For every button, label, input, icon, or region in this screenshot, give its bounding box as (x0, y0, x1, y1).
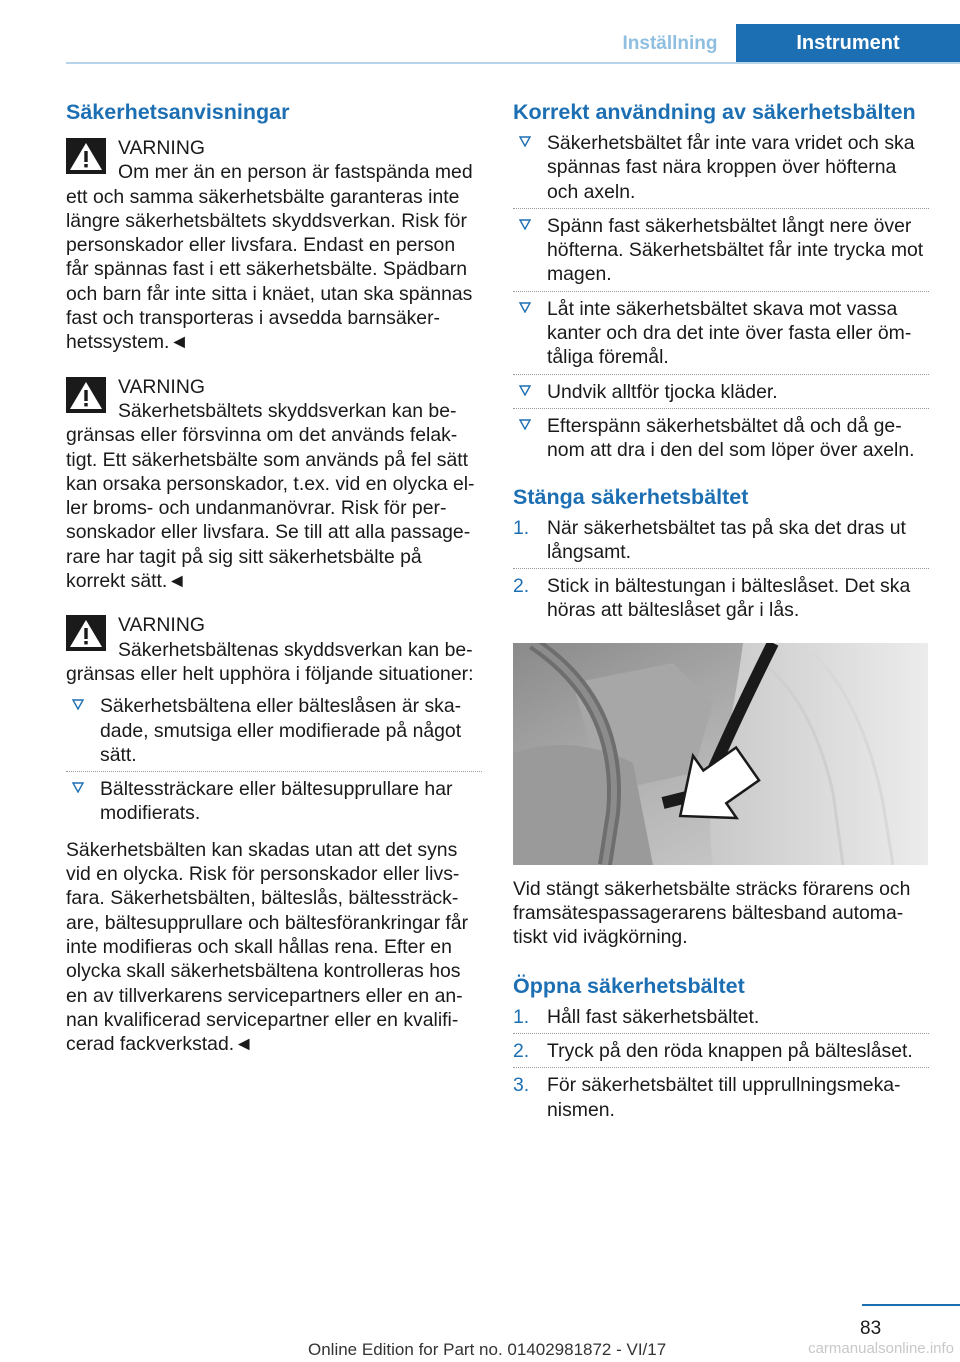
step-text: När säkerhetsbältet tas på ska det dras ut långsamt. (547, 516, 906, 563)
section-heading-safety: Säkerhetsanvisningar (66, 100, 290, 124)
triangle-bullet-icon (72, 698, 84, 710)
list-item-text: Bältessträckare eller bältesupprullare har modifierats. (100, 778, 453, 825)
warning-triangle-icon (66, 138, 106, 174)
seatbelt-photo (513, 643, 928, 865)
warning-block-3 (66, 613, 482, 686)
step-text: Håll fast säkerhetsbältet. (547, 1005, 760, 1028)
list-item (513, 1039, 929, 1063)
list-item (513, 516, 929, 565)
list-item (513, 380, 929, 404)
step-text: För säkerhetsbältet till upprullningsmekanismen. (547, 1074, 901, 1121)
section-heading-close-belt: Stänga säkerhetsbältet (513, 484, 749, 509)
warning-triangle-icon (66, 377, 106, 413)
warning-text: Säkerhetsbältenas skyddsverkan kan begränsas eller helt upphöra i följande situationer: (66, 638, 474, 685)
warning-block-1 (66, 136, 482, 355)
divider (513, 408, 929, 409)
divider (513, 208, 929, 209)
step-number: 2. (513, 1039, 530, 1062)
list-item (513, 1073, 929, 1122)
triangle-bullet-icon (519, 384, 531, 396)
close-belt-steps (513, 516, 929, 623)
step-text: Tryck på den röda knappen på bälteslåset. (547, 1039, 913, 1062)
divider (513, 1067, 929, 1068)
list-item (513, 297, 929, 370)
divider (513, 374, 929, 375)
list-item-text: Efterspänn säkerhetsbältet då och då genom att dra i den del som löper över axeln. (547, 414, 915, 462)
warning-situations-list (66, 694, 482, 825)
step-text: Stick in bältestungan i bälteslåset. Det ska höras att bälteslåset går i lås. (547, 575, 911, 622)
correct-use-list (513, 131, 929, 463)
warning-title: VARNING (118, 137, 205, 159)
list-item (513, 574, 929, 623)
list-item (513, 131, 929, 204)
warning-block-2 (66, 375, 482, 594)
warning-title: VARNING (118, 375, 205, 398)
header-rule (66, 62, 960, 64)
list-item-text: Säkerhetsbältena eller bälteslåsen är skadade, smutsiga eller modifierade på något sätt. (100, 695, 462, 766)
section-heading-correct-use: Korrekt användning av säkerhetsbälten (513, 100, 916, 124)
open-belt-steps (513, 1005, 929, 1122)
divider (513, 568, 929, 569)
edition-text: Online Edition for Part no. 01402981872 - VI/17 (308, 1340, 667, 1359)
warning-title: VARNING (118, 614, 205, 637)
tab-installning[interactable]: Inställning (622, 33, 718, 54)
watermark: carmanualsonline.info (808, 1340, 954, 1357)
photo-caption: Vid stängt säkerhetsbälte sträcks förarens och framsätespassagerarens bältesband automatiskt vid ivägkörning. (513, 877, 911, 949)
right-column (513, 100, 929, 1122)
list-item-text: Undvik alltför tjocka kläder. (547, 380, 778, 403)
left-column (66, 100, 482, 1056)
step-number: 1. (513, 1005, 530, 1028)
triangle-bullet-icon (519, 418, 531, 430)
triangle-bullet-icon (519, 301, 531, 313)
divider (513, 1033, 929, 1034)
tab-instrument[interactable]: Instrument (736, 24, 960, 62)
list-item (513, 214, 929, 287)
footer-rule (862, 1304, 960, 1306)
divider (66, 771, 482, 772)
list-item-text: Säkerhetsbältet får inte vara vridet och ska spännas fast nära kroppen över höfterna och axeln. (547, 132, 915, 203)
closing-paragraph: Säkerhetsbälten kan skadas utan att det syns vid en olycka. Risk för personskador eller livsfara. Säkerhetsbälten, bälteslås, bältessträckare, bältesupprullare och bältesförankringar får inte modifieras och skall hållas rena. Efter en olycka skall säkerhetsbältena kontrolleras hos en av tillverkarens servicepartners eller en annan kvalificerad servicepartner eller en kvalificerad fackverkstad.◄ (66, 838, 469, 1056)
warning-triangle-icon (66, 615, 106, 651)
warning-text: Om mer än en person är fastspända med ett och samma säkerhetsbälte garanteras inte längre säkerhetsbältets skyddsverkan. Risk för personskador eller livsfara. Endast en person får spännas fast i ett säkerhetsbälte. Spädbarn och barn får inte sitta i knäet, utan ska spännas fast och transporteras i avsedda barnsäkerhetssystem.◄ (66, 161, 473, 354)
step-number: 1. (513, 516, 530, 539)
step-number: 3. (513, 1074, 530, 1097)
triangle-bullet-icon (72, 781, 84, 793)
list-item (513, 414, 929, 463)
triangle-bullet-icon (519, 135, 531, 147)
divider (513, 291, 929, 292)
page-number: 83 (860, 1318, 882, 1339)
section-heading-open-belt: Öppna säkerhetsbältet (513, 973, 745, 998)
warning-text: Säkerhetsbältets skyddsverkan kan begränsas eller försvinna om det används felaktigt. Ett säkerhetsbälte som används på fel sätt kan orsaka personskador, t.ex. vid en olycka eller broms- och undanmanövrar. Risk för personskador eller livsfara. Se till att alla passagerare har tagit på sig sitt säkerhetsbälte på korrekt sätt.◄ (66, 399, 475, 593)
list-item (66, 694, 482, 767)
step-number: 2. (513, 575, 530, 598)
list-item-text: Låt inte säkerhetsbältet skava mot vassa kanter och dra det inte över fasta eller ömtåliga föremål. (547, 297, 912, 369)
list-item (513, 1005, 929, 1029)
list-item-text: Spänn fast säkerhetsbältet långt nere över höfterna. Säkerhetsbältet får inte trycka mot magen. (547, 214, 924, 286)
list-item (66, 777, 482, 826)
triangle-bullet-icon (519, 218, 531, 230)
